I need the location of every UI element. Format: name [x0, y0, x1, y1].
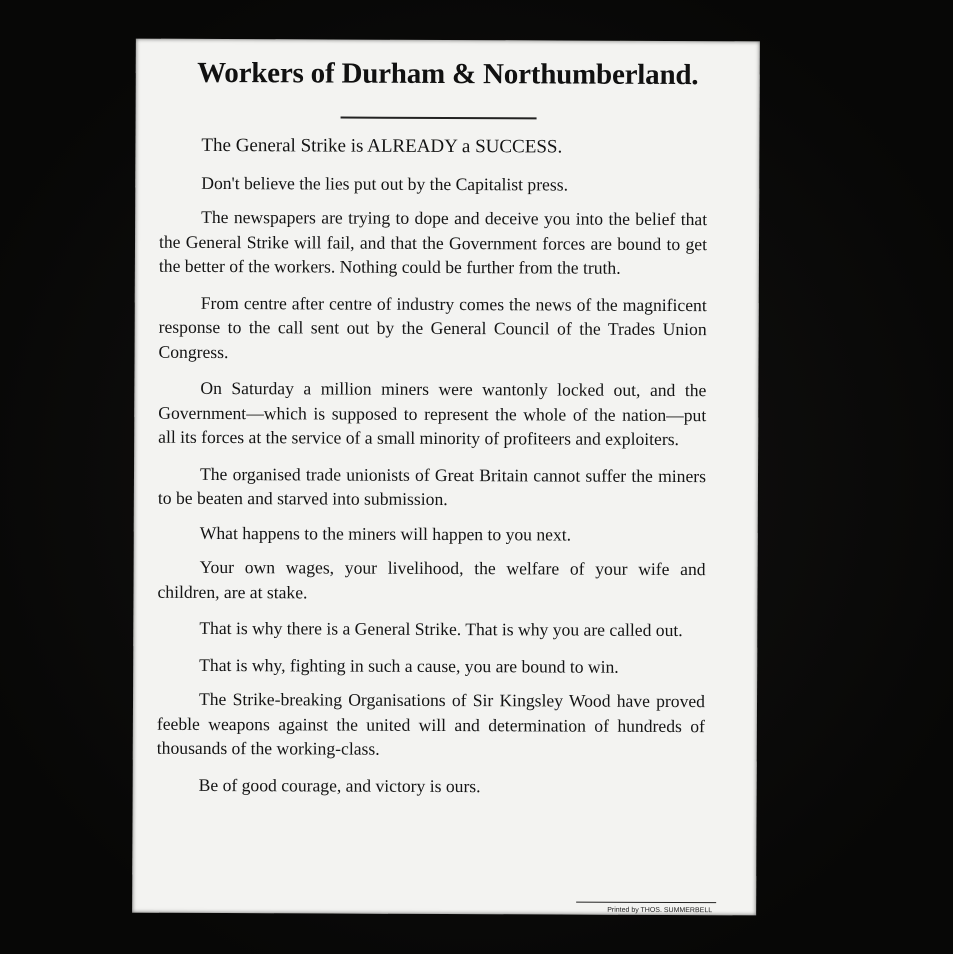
paragraph: What happens to the miners will happen to you next. [199, 522, 572, 545]
printer-credit: Printed by THOS. SUMMERBELL [607, 906, 713, 915]
paragraph: From centre after centre of industry comes the news of the magnificent response to the call sent out by the General Council of the Trades Union Congress. [158, 292, 707, 362]
paragraph: Don't believe the lies put out by the Capitalist press. [201, 172, 569, 195]
paragraph: The organised trade unionists of Great Britain cannot suffer the miners to be beaten and starved into submission. [157, 463, 707, 510]
paragraph: That is why, fighting in such a cause, you are bound to win. [199, 654, 619, 677]
strike-leaflet [132, 39, 760, 916]
paragraph: The newspapers are trying to dope and deceive you into the belief that the General Strike will fail, and that the Government forces are bound to get the better of the workers. Nothing could be further from the truth. [158, 206, 708, 278]
paragraph: That is why there is a General Strike. That is why you are called out. [199, 617, 683, 641]
leaflet-title: Workers of Durham & Northumberland. [197, 56, 699, 92]
paragraph: On Saturday a million miners were wantonly locked out, and the Government—which is supposed to represent the whole of the nation—put all its forces at the service of a small minority of profiteers and exploiters. [158, 377, 707, 450]
paragraph-headline: The General Strike is ALREADY a SUCCESS. [201, 134, 563, 158]
printer-divider [576, 902, 716, 904]
paragraph-closing: Be of good courage, and victory is ours. [198, 774, 481, 796]
leaflet-body [157, 134, 708, 811]
title-divider [341, 117, 537, 120]
paragraph: Your own wages, your livelihood, the welfare of your wife and children, are at stake. [157, 556, 706, 602]
paragraph: The Strike-breaking Organisations of Sir Kingsley Wood have proved feeble weapons against the united will and determination of hundreds of thousands of the working-class. [156, 688, 706, 759]
